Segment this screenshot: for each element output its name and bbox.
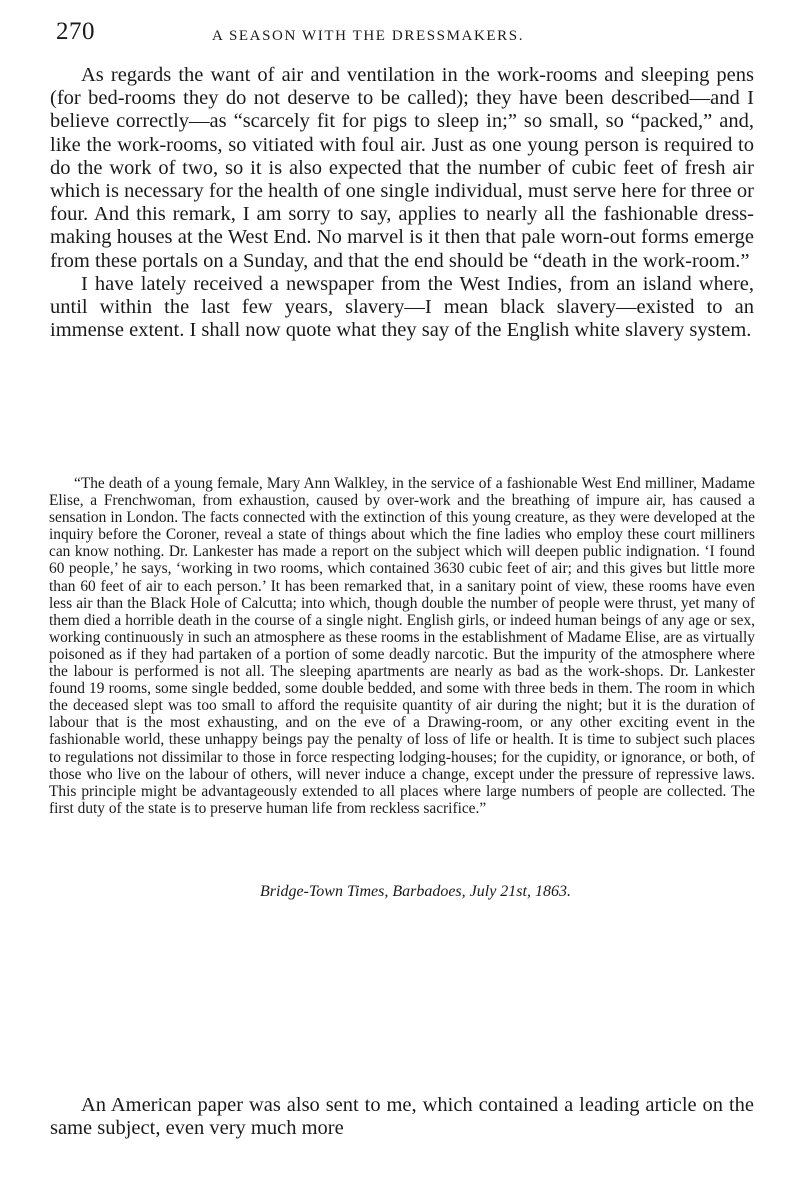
closing-text (50, 1094, 754, 1140)
quote-text: “The death of a young female, Mary Ann Walkley, in the service of a fashionable West End milliner, Madame Elise, a Frenchwoman, from exhaustion, caused by over-work and the breathing of impure air, has caused a sensation in London. The facts connected with the extinction of this young creature, as they were developed at the inquiry before the Coroner, reveal a state of things about which the fine ladies who employ these court milliners can know nothing. Dr. Lankester has made a report on the subject which will deepen public indignation. ‘I found 60 people,’ he says, ‘working in two rooms, which contained 3630 cubic feet of air; and this gives but little more than 60 feet of air to each person.’ It has been remarked that, in a sanitary point of view, these rooms have even less air than the Black Hole of Calcutta; into which, though double the number of people were thrust, yet many of them died a horrible death in the course of a single night. English girls, or indeed human beings of any age or sex, working continuously in such an atmosphere as these rooms in the establishment of Madame Elise, are as virtually poisoned as if they had partaken of a portion of some deadly narcotic. But the impurity of the atmosphere where the labour is performed is not all. The sleeping apartments are nearly as bad as the work-shops. Dr. Lankester found 19 rooms, some single bedded, some double bedded, and some with three beds in them. The room in which the deceased slept was too small to afford the requisite quantity of air during the night; but it is the duration of labour that is the most exhausting, and on the eve of a Drawing-room, or any other exciting event in the fashionable world, these unhappy beings pay the penalty of loss of life or health. It is time to subject such places to regulations not dissimilar to those in force respecting lodging-houses; for the cupidity, or ignorance, or both, of those who live on the labour of others, will never induce a change, except under the pressure of repressive laws. This principle might be advantageously extended to all places where large numbers of people are collected. The first duty of the state is to preserve human life from reckless sacrifice.” (49, 475, 755, 817)
page-header (52, 14, 742, 50)
paragraph-west-indies: I have lately received a newspaper from the West Indies, from an island where, until within the last few years, slavery—I mean black slavery—existed to an immense extent. I shall now quote what they say of the English white slavery system. (50, 272, 754, 342)
main-text (50, 64, 754, 342)
running-head: A SEASON WITH THE DRESSMAKERS. (212, 28, 525, 44)
newspaper-quote (49, 475, 755, 817)
paragraph-american-paper: An American paper was also sent to me, which contained a leading article on the same subject, even very much more (50, 1094, 754, 1140)
quote-attribution: Bridge-Town Times, Barbadoes, July 21st, 1863. (260, 883, 571, 900)
page-number: 270 (56, 18, 95, 45)
paragraph-ventilation: As regards the want of air and ventilation in the work-rooms and sleeping pens (for bed-rooms they do not deserve to be called); they have been described—and I believe correctly—as “scarcely fit for pigs to sleep in;” so small, so “packed,” and, like the work-rooms, so vitiated with foul air. Just as one young person is required to do the work of two, so it is also expected that the number of cubic feet of fresh air which is necessary for the health of one single individual, must serve here for three or four. And this remark, I am sorry to say, applies to nearly all the fashionable dress-making houses at the West End. No marvel is it then that pale worn-out forms emerge from these portals on a Sunday, and that the end should be “death in the work-room.” (50, 64, 754, 272)
